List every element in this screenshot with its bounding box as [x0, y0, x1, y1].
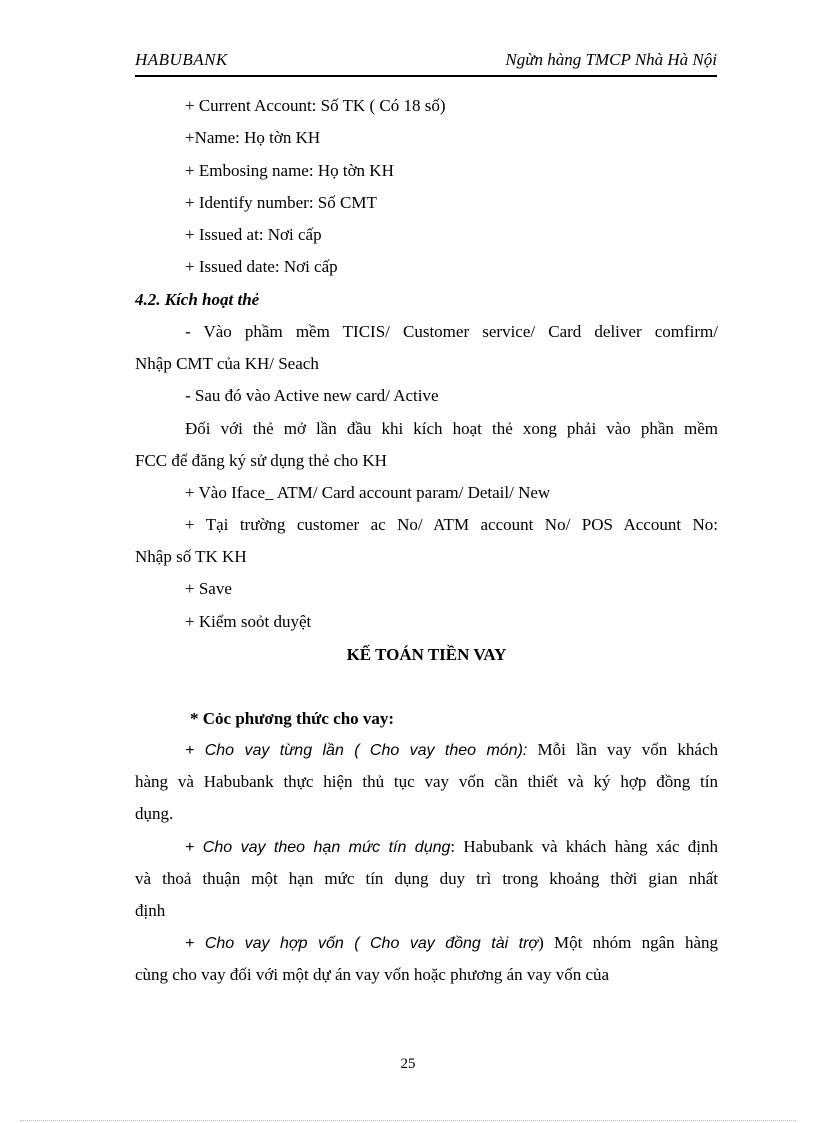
header-right: Ngừn hàng TMCP Nhà Hà Nội [505, 50, 717, 69]
text-line: và thoả thuận một hạn mức tín dụng duy trì trong khoảng thời gian nhất [135, 869, 718, 888]
text-line: Nhập CMT của KH/ Seach [135, 354, 319, 373]
text-line: - Sau đó vào Active new card/ Active [185, 386, 439, 405]
text-line: Đối với thẻ mở lần đầu khi kích hoạt thẻ xong phải vào phần mềm [185, 419, 718, 438]
text-line: +Name: Họ tờn KH [185, 128, 321, 147]
text-span: : Habubank và khách hàng xác định [450, 837, 718, 856]
text-line: + Kiểm soỏt duyệt [185, 612, 312, 631]
section-heading: 4.2. Kích hoạt thẻ [135, 290, 260, 309]
page-number: 25 [400, 1056, 416, 1072]
page-bottom-divider [20, 1120, 796, 1121]
text-span: ) Một nhóm ngân hàng [538, 933, 718, 952]
text-line: hàng và Habubank thực hiện thủ tục vay vốn cần thiết và ký hợp đồng tín [135, 772, 718, 791]
text-line: dụng. [135, 804, 174, 823]
text-line: + Save [185, 579, 232, 598]
chapter-title: KẾ TOÁN TIỀN VAY [346, 645, 507, 664]
page-header [135, 47, 717, 77]
text-line [185, 836, 718, 859]
text-line: định [135, 901, 166, 920]
text-line [185, 932, 718, 955]
text-line [185, 739, 718, 762]
italic-term: + Cho vay theo hạn mức tín dụng [185, 839, 451, 856]
text-line: + Issued date: Nơi cấp [185, 257, 338, 276]
italic-term: + Cho vay từng lần ( Cho vay theo món): [185, 742, 528, 759]
text-line: + Identify number: Số CMT [185, 193, 377, 212]
text-line: + Tại trường customer ac No/ ATM account No/ POS Account No: [185, 515, 718, 534]
text-line: cùng cho vay đối với một dự án vay vốn hoặc phương án vay vốn của [135, 965, 610, 984]
header-left: HABUBANK [135, 50, 228, 69]
text-line: + Embosing name: Họ tờn KH [185, 161, 394, 180]
text-span: Mỗi lần vay vốn khách [527, 740, 718, 759]
text-line: FCC để đăng ký sử dụng thẻ cho KH [135, 451, 387, 470]
text-line: + Issued at: Nơi cấp [185, 225, 322, 244]
text-line: - Vào phầm mềm TICIS/ Customer service/ Card deliver comfirm/ [185, 322, 718, 341]
italic-term: + Cho vay hợp vốn ( Cho vay đồng tài trợ [185, 935, 539, 952]
text-line: + Vào Iface_ ATM/ Card account param/ Detail/ New [185, 483, 551, 502]
text-line: Nhập số TK KH [135, 547, 247, 566]
text-line: + Current Account: Số TK ( Có 18 số) [185, 96, 446, 115]
subheading: * Cỏc phương thức cho vay: [190, 709, 395, 728]
